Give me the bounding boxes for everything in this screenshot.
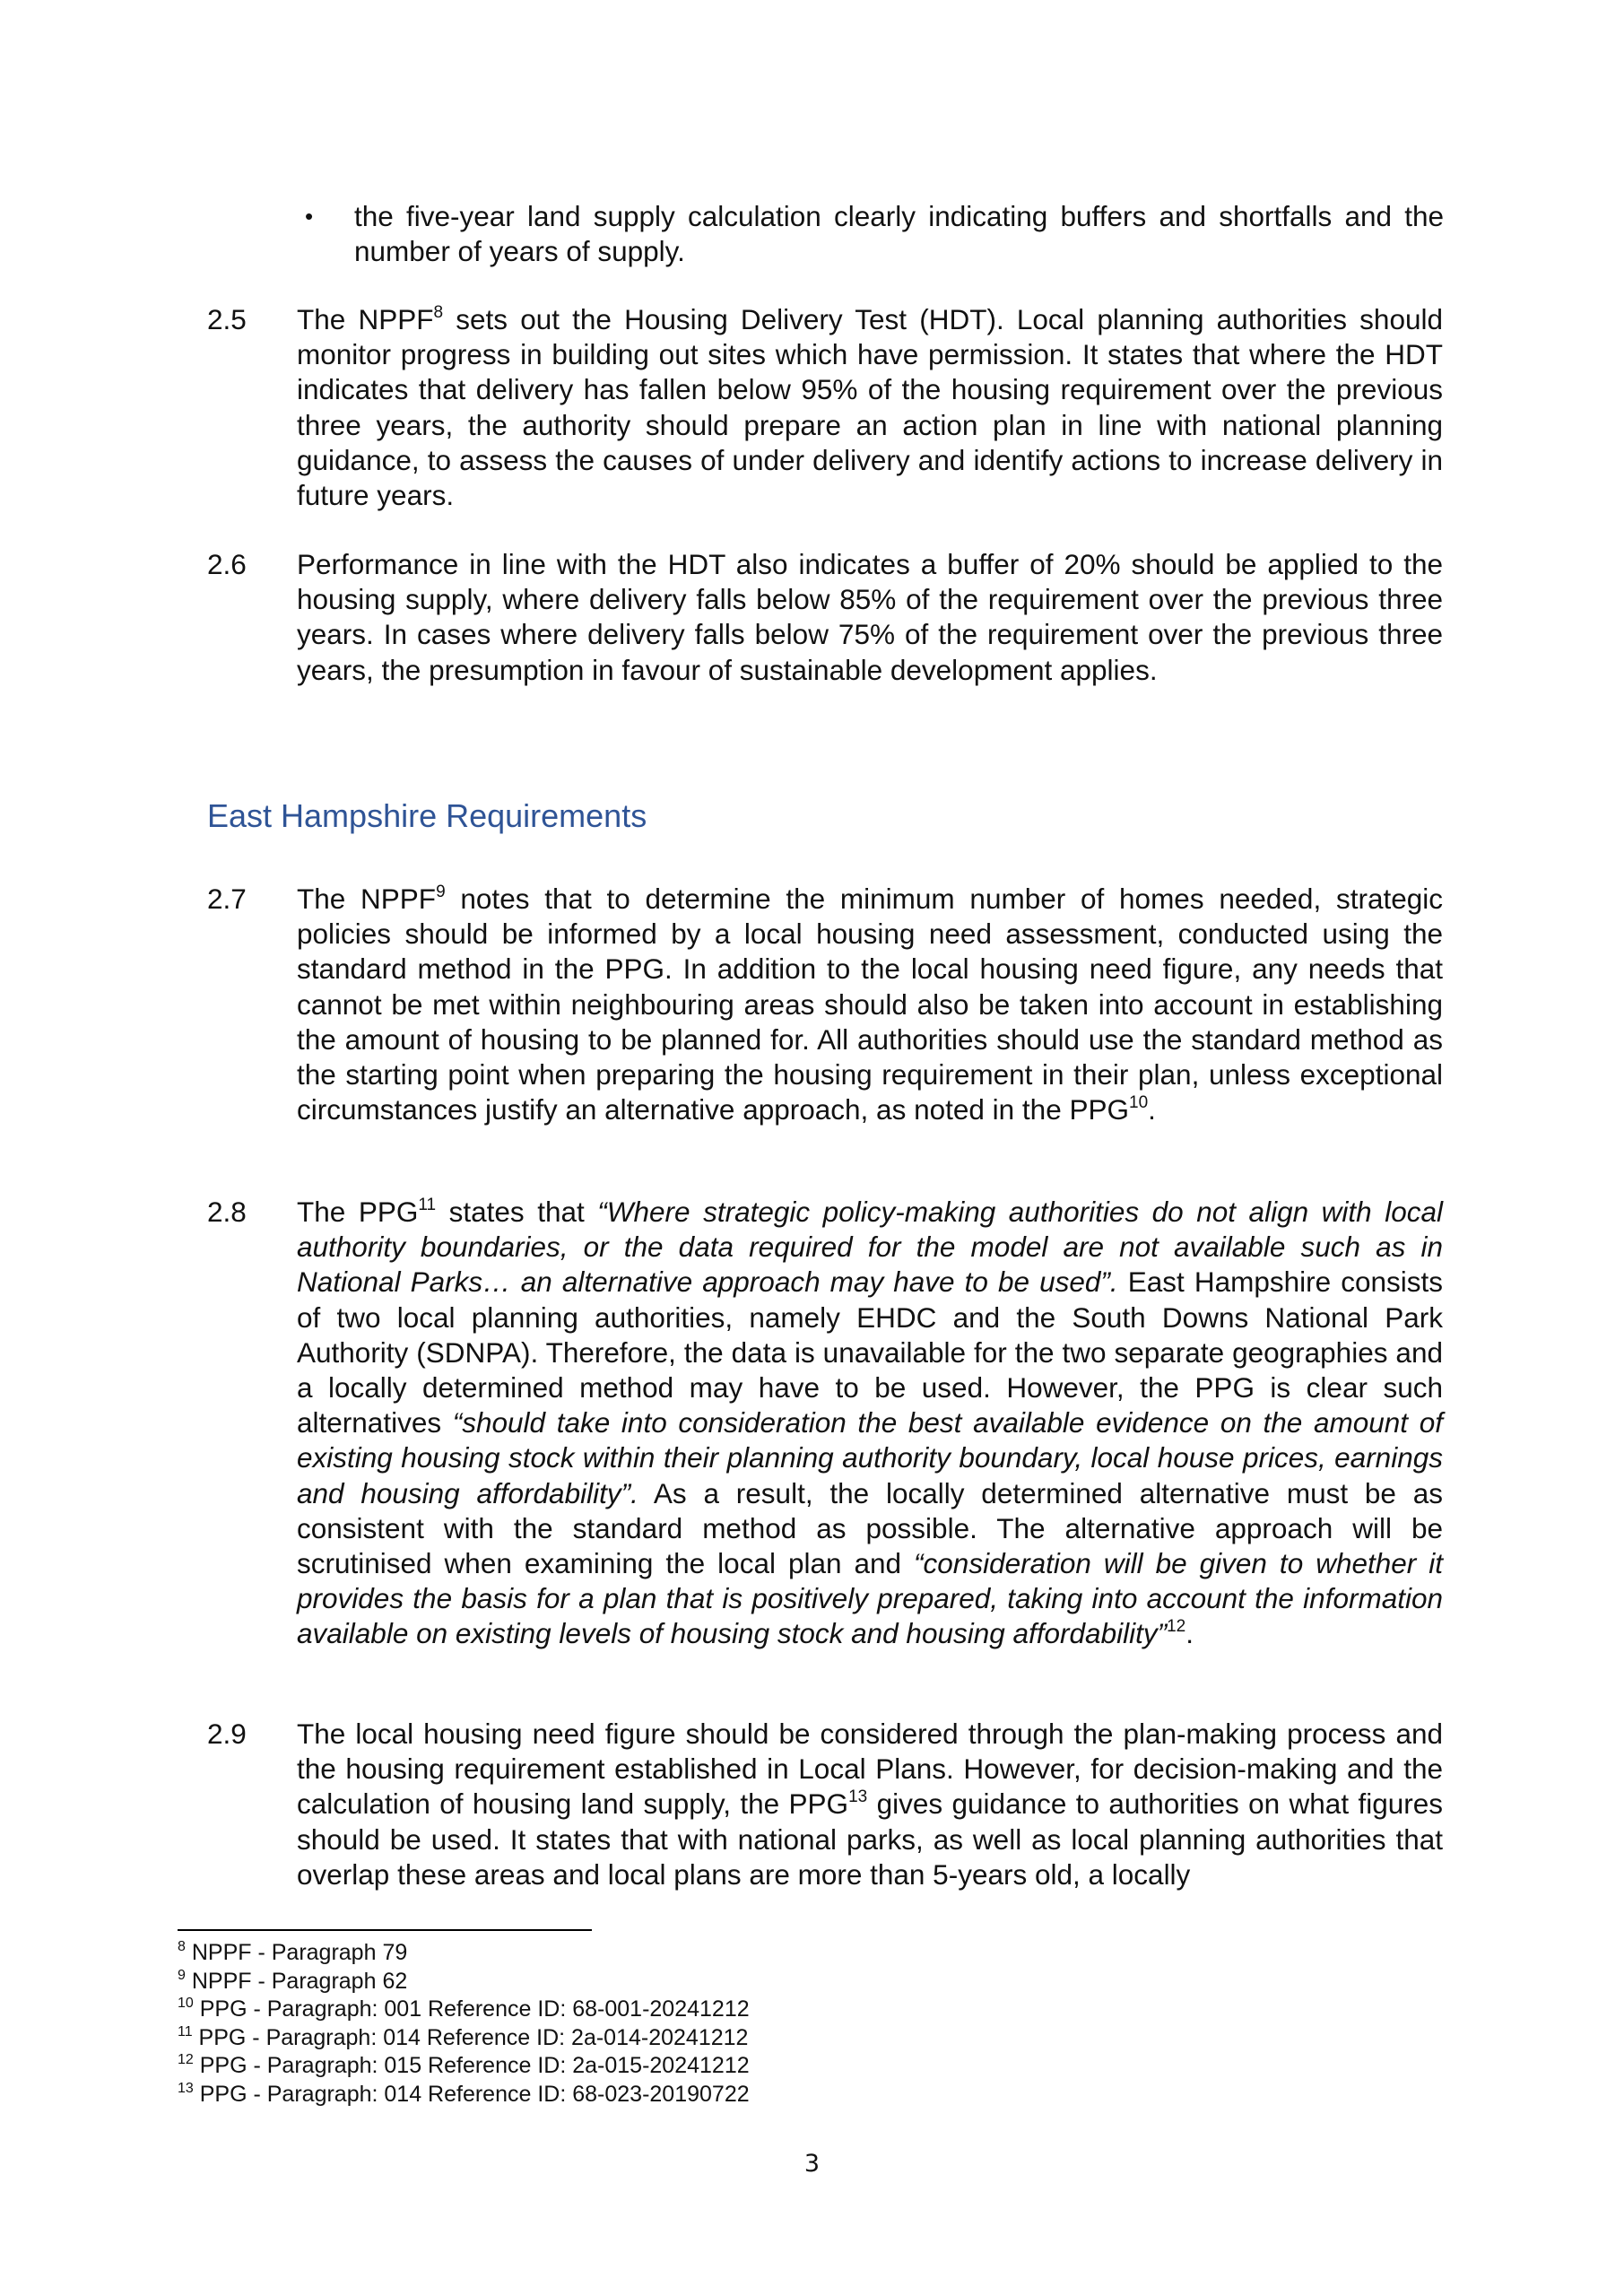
text-run: notes that to determine the minimum number of homes needed, strategic policies should be informed by a local housing need assessment, conducted using the standard method in the PPG. In addition to the local housing need figure, any needs that cannot be met within neighbouring areas should also be taken into account in establishing the amount of housing to be planned for. All authorities should use the standard method as the starting point when preparing the housing requirement in their plan, unless exceptional circumstances justify an alternative approach, as noted in the PPG: [297, 883, 1444, 1126]
text-run: states that: [436, 1196, 598, 1228]
quoted-text: “consideration will be given to whether it provides the basis for a plan that is positively prepared, taking into account the information available on existing levels of housing stock and housing affordability”: [297, 1547, 1443, 1650]
footnote: [178, 1939, 1074, 1968]
bullet-text: the five-year land supply calculation clearly indicating buffers and shortfalls and the number of years of supply.: [354, 200, 1444, 268]
text-run: East Hampshire consists of two local planning authorities, namely EHDC and the South Downs National Park Authority (SDNPA). Therefore, the data is unavailable for the two separate geographies and a locally determined method may have to be used. However, the PPG is clear such alternatives: [297, 1265, 1443, 1439]
text-run: The NPPF: [297, 303, 434, 335]
text-run: The PPG: [297, 1196, 419, 1228]
footnote-text: PPG - Paragraph: 001 Reference ID: 68-001-20241212: [193, 1996, 750, 2022]
paragraph-text: [297, 1717, 1443, 1892]
text-run: Performance in line with the HDT also indicates a buffer of 20% should be applied to the housing supply, where delivery falls below 85% of the requirement over the previous three years. In cases where delivery falls below 75% of the requirement over the previous three years, the presumption in favour of sustainable development applies.: [297, 548, 1443, 686]
paragraph-number: 2.5: [207, 303, 247, 335]
paragraph-number: 2.6: [207, 548, 247, 580]
quoted-text: “should take into consideration the best available evidence on the amount of existing housing stock within their planning authority boundary, local house prices, earnings and housing affordability”.: [297, 1406, 1443, 1509]
footnote-text: PPG - Paragraph: 015 Reference ID: 2a-015-20241212: [193, 2053, 750, 2079]
footnote-ref[interactable]: 11: [418, 1196, 437, 1214]
footnote: [178, 1996, 1074, 2024]
footnote-text: PPG - Paragraph: 014 Reference ID: 2a-014-20241212: [192, 2024, 749, 2050]
text-run: As a result, the locally determined alternative must be as consistent with the standard method as possible. The alternative approach will be scrutinised when examining the local plan and: [297, 1476, 1444, 1580]
bullet-item: [305, 199, 1444, 269]
footnote-number: 9: [178, 1967, 186, 1983]
paragraph-number: 2.8: [207, 1196, 247, 1228]
text-run: .: [1185, 1617, 1194, 1650]
paragraph-text: [297, 1195, 1443, 1652]
text-run: sets out the Housing Delivery Test (HDT). Local planning authorities should monitor progress in building out sites which have permission. It states that where the HDT indicates that delivery has fallen below 95% of the housing requirement over the previous three years, the authority should prepare an action plan in line with national planning guidance, to assess the causes of under delivery and identify actions to increase delivery in future years.: [297, 303, 1443, 512]
text-run: The local housing need figure should be considered through the plan-making process and the housing requirement established in Local Plans. However, for decision-making and the calculation of housing land supply, the PPG: [297, 1718, 1443, 1821]
section-heading: East Hampshire Requirements: [207, 797, 647, 834]
footnote: [178, 1968, 1074, 1996]
quoted-text: “Where strategic policy-making authorities do not align with local authority boundaries, or the data required for the model are not available such as in National Parks… an alternative approach may have to be used”.: [297, 1196, 1443, 1299]
text-run: .: [1148, 1093, 1156, 1126]
footnote-text: NPPF - Paragraph 79: [185, 1940, 408, 1965]
footnote: [178, 2081, 1074, 2109]
paragraph-number: 2.9: [207, 1718, 247, 1750]
footnotes: [178, 1939, 1074, 2109]
text-run: gives guidance to authorities on what figures should be used. It states that with national parks, as well as local planning authorities that overlap these areas and local plans are more than 5-years old, a locally: [297, 1787, 1443, 1891]
footnote: [178, 2024, 1074, 2053]
paragraph-text: [297, 882, 1443, 1127]
bullet-symbol: •: [305, 203, 314, 230]
footnote-separator: [178, 1929, 592, 1931]
footnote-text: NPPF - Paragraph 62: [185, 1968, 408, 1994]
paragraph-2-8: [207, 1195, 1443, 1652]
paragraph-2-7: [207, 882, 1443, 1127]
paragraph-2-5: [207, 302, 1443, 513]
paragraph-number: 2.7: [207, 883, 247, 915]
footnote-number: 10: [178, 1996, 194, 2012]
footnote-ref[interactable]: 12: [1167, 1617, 1186, 1637]
text-run: The NPPF: [297, 883, 437, 915]
footnote-ref[interactable]: 9: [436, 883, 446, 901]
footnote-text: PPG - Paragraph: 014 Reference ID: 68-023-20190722: [193, 2081, 750, 2107]
footnote: [178, 2052, 1074, 2081]
paragraph-2-9: [207, 1717, 1443, 1892]
footnote-ref[interactable]: 10: [1129, 1093, 1149, 1113]
footnote-number: 12: [178, 2052, 194, 2068]
page-number: 3: [803, 2150, 821, 2178]
paragraph-text: [297, 547, 1443, 688]
paragraph-2-6: [207, 547, 1443, 688]
footnote-number: 11: [178, 2023, 193, 2039]
footnote-number: 13: [178, 2080, 194, 2096]
footnote-ref[interactable]: 13: [848, 1787, 868, 1807]
paragraph-text: [297, 302, 1443, 513]
footnote-number: 8: [178, 1939, 186, 1954]
footnote-ref[interactable]: 8: [433, 303, 444, 322]
